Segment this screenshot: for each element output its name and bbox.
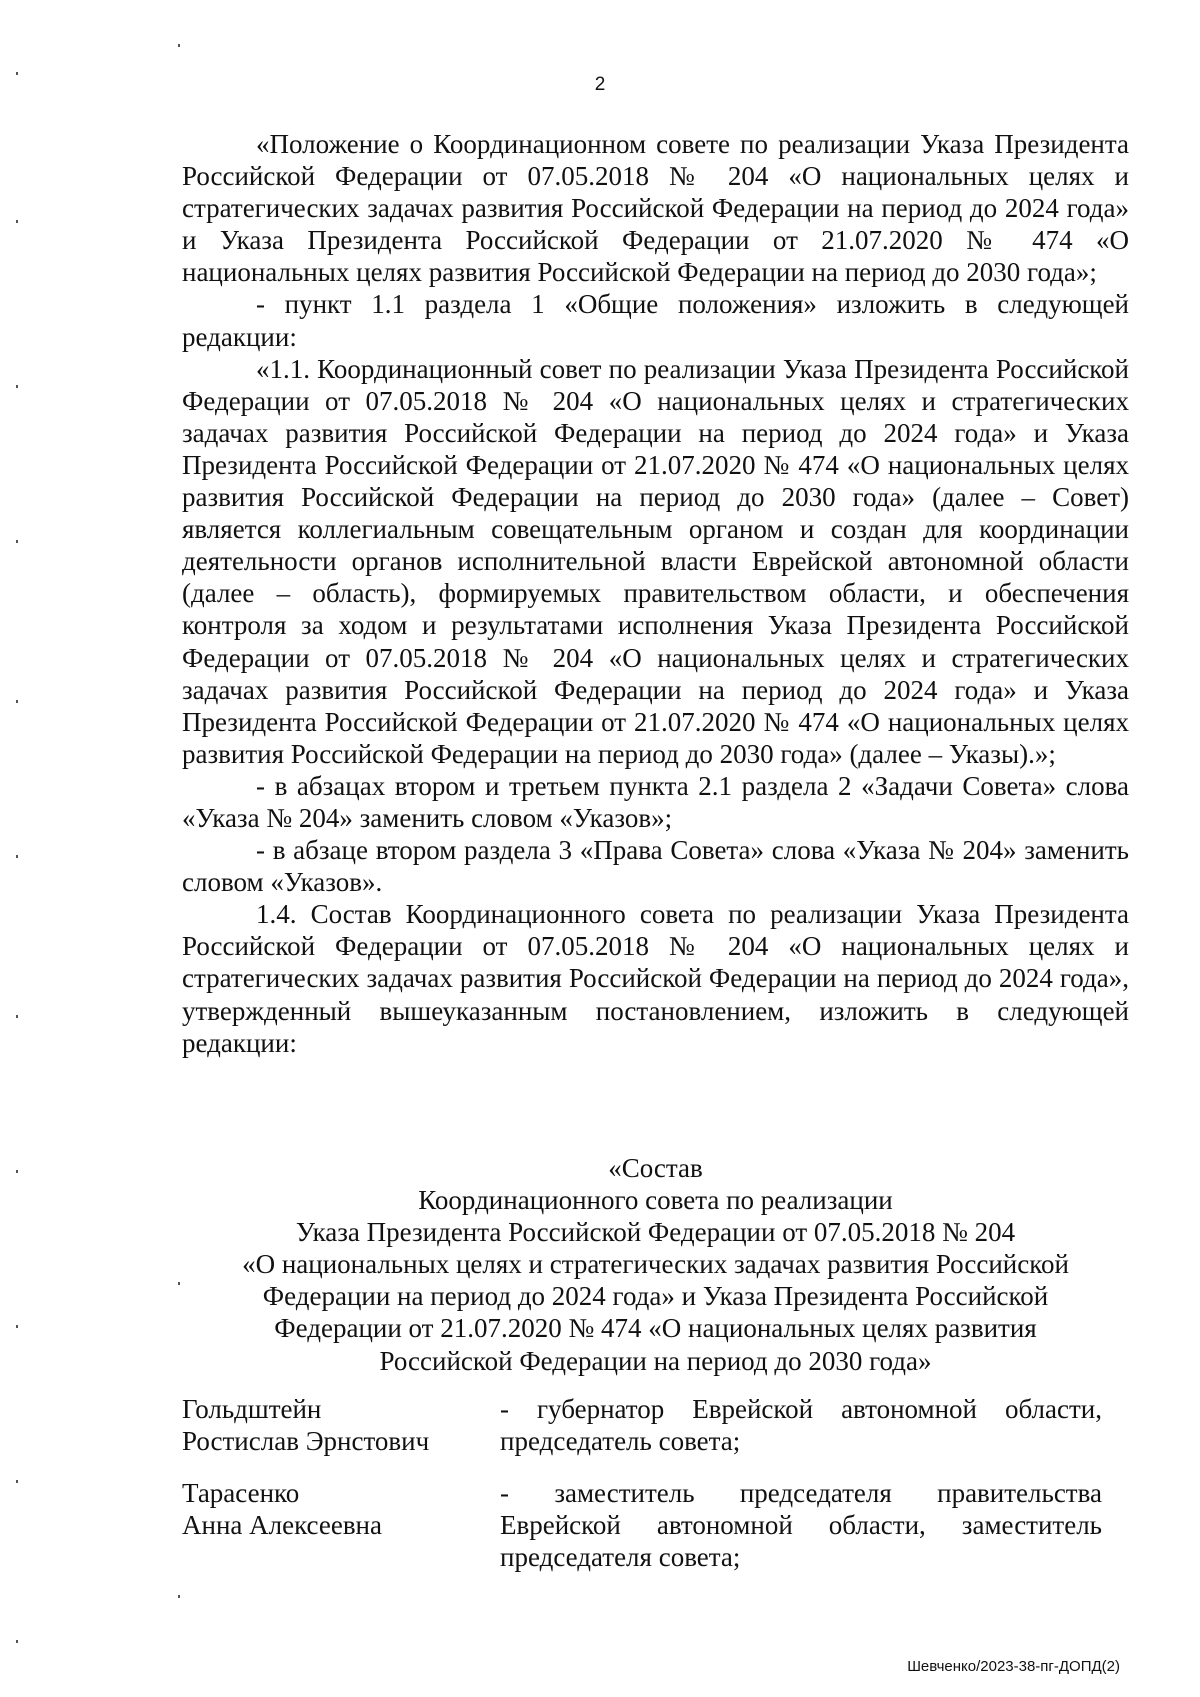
paragraph: - пункт 1.1 раздела 1 «Общие положения» изложить в следующей редакции: (182, 289, 1129, 352)
member-name (182, 1477, 500, 1573)
scan-speck (16, 220, 18, 223)
title-line: Координационного совета по реализации (418, 1185, 893, 1216)
paragraph: 1.4. Состав Координационного совета по реализации Указа Президента Российской Федерации от 07.05.2018 № 204 «О национальных целях и стратегических задачах развития Российской Федерации на период до 2024 года», утвержденный вышеуказанным постановлением, изложить в следующей редакции: (182, 899, 1129, 1058)
scan-speck (16, 1170, 18, 1173)
scan-speck (178, 1282, 180, 1285)
member-given-names: Ростислав Эрнстович (182, 1426, 430, 1457)
member-given-names: Анна Алексеевна (182, 1510, 382, 1541)
member-list (182, 1393, 1102, 1593)
paragraph: - в абзацах втором и третьем пункта 2.1 раздела 2 «Задачи Совета» слова «Указа № 204» заменить словом «Указов»; (182, 770, 1129, 833)
member-row (182, 1393, 1102, 1457)
scan-speck (178, 1595, 180, 1598)
scan-speck (16, 72, 18, 75)
scan-speck (16, 1015, 18, 1018)
title-line: «Состав (608, 1153, 703, 1183)
member-surname: Гольдштейн (182, 1394, 322, 1424)
title-line: Федерации от 21.07.2020 № 474 «О национальных целях развития (274, 1313, 1037, 1344)
member-role: - заместитель председателя правительства Еврейской автономной области, заместитель председателя совета; (500, 1478, 1102, 1573)
paragraph: «1.1. Координационный совет по реализации Указа Президента Российской Федерации от 07.05.2018 № 204 «О национальных целях и стратегических задачах развития Российской Федерации на период до 2024 года» и Указа Президента Российской Федерации от 21.07.2020 № 474 «О национальных целях развития Российской Федерации на период до 2030 года» (далее – Совет) является коллегиальным совещательным органом и создан для координации деятельности органов исполнительной власти Еврейской автономной области (далее – область), формируемых правительством области, и обеспечения контроля за ходом и результатами исполнения Указа Президента Российской Федерации от 07.05.2018 № 204 «О национальных целях и стратегических задачах развития Российской Федерации на период до 2024 года» и Указа Президента Российской Федерации от 21.07.2020 № 474 «О национальных целях развития Российской Федерации на период до 2030 года» (далее – Указы).»; (182, 353, 1129, 769)
scan-speck (16, 855, 18, 858)
scan-speck (16, 1640, 18, 1643)
scan-speck (16, 385, 18, 388)
title-line: Указа Президента Российской Федерации от 07.05.2018 № 204 (295, 1217, 1016, 1248)
title-line: Федерации на период до 2024 года» и Указа Президента Российской (262, 1281, 1049, 1312)
title-line: Российской Федерации на период до 2030 года» (379, 1345, 932, 1376)
scan-speck (16, 1325, 18, 1328)
document-code: Шевченко/2023-38-пг-ДОПД(2) (907, 1658, 1120, 1675)
scan-speck (16, 540, 18, 543)
member-name (182, 1393, 500, 1457)
member-row (182, 1477, 1102, 1573)
page-number: 2 (594, 74, 606, 95)
scan-speck (16, 700, 18, 703)
paragraph: «Положение о Координационном совете по реализации Указа Президента Российской Федерации от 07.05.2018 № 204 «О национальных целях и стратегических задачах развития Российской Федерации на период до 2024 года» и Указа Президента Российской Федерации от 21.07.2020 № 474 «О национальных целях развития Российской Федерации на период до 2030 года»; (182, 129, 1129, 288)
body-text (182, 128, 1129, 1059)
scan-speck (178, 44, 180, 47)
paragraph: - в абзаце втором раздела 3 «Права Совета» слова «Указа № 204» заменить словом «Указов». (182, 835, 1129, 898)
member-surname: Тарасенко (182, 1478, 300, 1509)
council-composition-title (182, 1152, 1129, 1377)
title-line: «О национальных целях и стратегических задачах развития Российской (242, 1249, 1069, 1280)
scan-speck (16, 1480, 18, 1483)
member-role: - губернатор Еврейской автономной области, председатель совета; (500, 1394, 1102, 1457)
